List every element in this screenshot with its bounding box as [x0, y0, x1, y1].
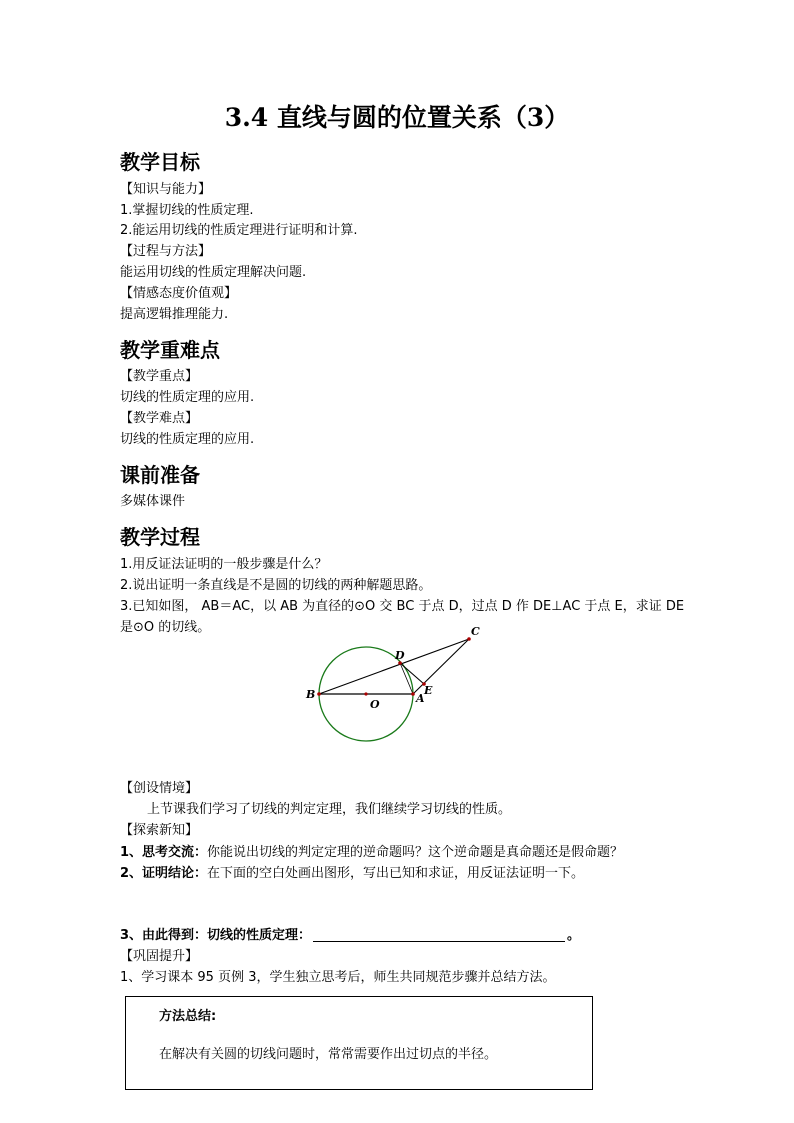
- difficulty-text: 切线的性质定理的应用.: [120, 432, 255, 447]
- process-method-heading: 【过程与方法】: [120, 244, 212, 259]
- prep-text: 多媒体课件: [120, 494, 186, 509]
- attitude-text: 提高逻辑推理能力.: [120, 307, 229, 322]
- label-a: A: [416, 692, 425, 705]
- point-o: [364, 692, 367, 695]
- explore-item-2: [120, 864, 584, 884]
- question-2: 2.说出证明一条直线是不是圆的切线的两种解题思路。: [120, 578, 432, 593]
- goals-heading: 教学目标: [120, 150, 200, 174]
- method-summary-box: [125, 996, 593, 1090]
- scene-text: 上节课我们学习了切线的判定定理，我们继续学习切线的性质。: [147, 802, 512, 817]
- explore-item-2-text: 在下面的空白处画出图形，写出已知和求证，用反证法证明一下。: [207, 866, 585, 881]
- consolidation-item-1: 1、学习课本 95 页例 3，学生独立思考后，师生共同规范步骤并总结方法。: [120, 970, 556, 985]
- method-summary-text: 在解决有关圆的切线问题时，常常需要作出过切点的半径。: [159, 1047, 498, 1062]
- key-point-text: 切线的性质定理的应用.: [120, 390, 255, 405]
- question-3-line-2: 是⊙O 的切线。: [120, 620, 211, 635]
- prep-heading: 课前准备: [120, 463, 200, 487]
- knowledge-ability-heading: 【知识与能力】: [120, 182, 212, 197]
- process-method-text: 能运用切线的性质定理解决问题.: [120, 265, 307, 280]
- geometry-figure: [300, 620, 500, 750]
- page-title: 3.4 直线与圆的位置关系（3）: [224, 103, 570, 132]
- explore-item-3-end: 。: [567, 928, 581, 943]
- theorem-blank-line: [313, 927, 565, 942]
- segment-ac: [413, 639, 469, 694]
- difficulty-heading: 【教学难点】: [120, 411, 199, 426]
- consolidation-heading: 【巩固提升】: [120, 949, 199, 964]
- label-o: O: [370, 698, 380, 711]
- scene-heading: 【创设情境】: [120, 781, 199, 796]
- explore-item-1: [120, 843, 623, 863]
- goal-item-1: 1.掌握切线的性质定理.: [120, 203, 254, 218]
- keypoints-heading: 教学重难点: [120, 338, 220, 362]
- attitude-heading: 【情感态度价值观】: [120, 286, 238, 301]
- segment-de: [400, 663, 424, 684]
- segment-bc: [319, 639, 469, 694]
- label-e: E: [424, 684, 433, 697]
- explore-item-3: [120, 926, 580, 946]
- label-c: C: [471, 625, 480, 638]
- explore-item-1-label: 1、思考交流：: [120, 845, 208, 860]
- explore-item-1-text: 你能说出切线的判定定理的逆命题吗？这个逆命题是真命题还是假命题？: [207, 845, 624, 860]
- explore-item-3-label: 3、由此得到：切线的性质定理：: [120, 928, 312, 943]
- label-d: D: [395, 649, 405, 662]
- point-a: [411, 692, 415, 696]
- explore-heading: 【探索新知】: [120, 823, 199, 838]
- question-1: 1.用反证法证明的一般步骤是什么？: [120, 557, 328, 572]
- method-summary-title: 方法总结:: [159, 1009, 217, 1024]
- point-b: [317, 692, 321, 696]
- explore-item-2-label: 2、证明结论：: [120, 866, 208, 881]
- process-heading: 教学过程: [120, 525, 200, 549]
- question-3-line-1: 3.已知如图， AB＝AC，以 AB 为直径的⊙O 交 BC 于点 D，过点 D 作 DE⊥AC 于点 E，求证 DE: [120, 599, 685, 614]
- goal-item-2: 2.能运用切线的性质定理进行证明和计算.: [120, 223, 358, 238]
- label-b: B: [306, 688, 316, 701]
- key-point-heading: 【教学重点】: [120, 369, 199, 384]
